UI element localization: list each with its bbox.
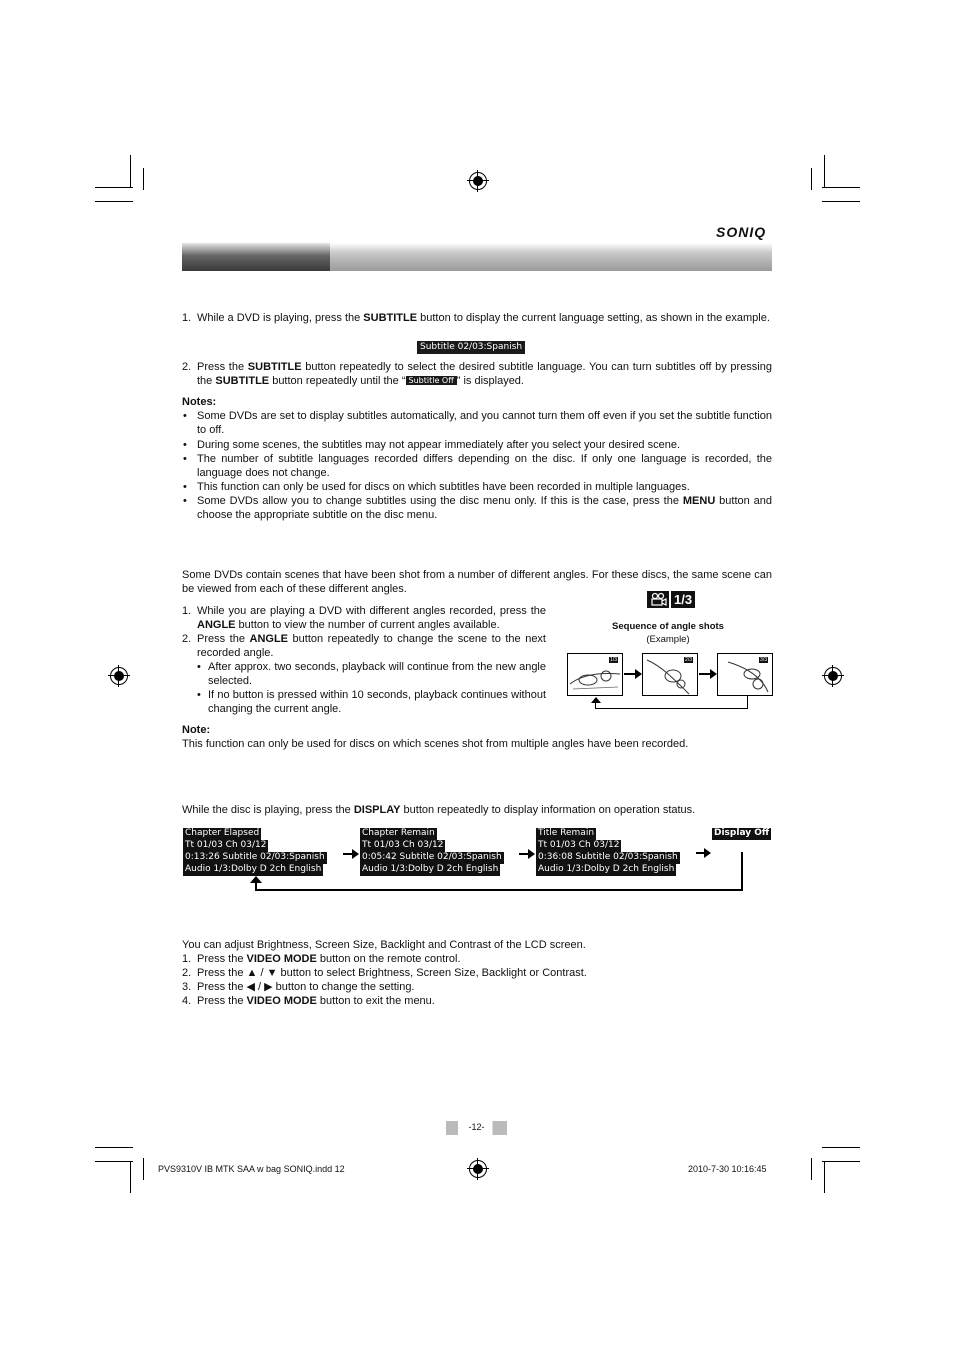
loop-line	[255, 889, 743, 891]
crop-mark	[143, 168, 144, 190]
header-tab	[182, 243, 330, 271]
osd-box-2-line-4: Audio 1/3:Dolby D 2ch English	[362, 864, 499, 874]
crop-mark	[824, 1161, 825, 1193]
crop-mark	[95, 187, 133, 188]
angle-sub-2: If no button is pressed within 10 seconds, playback continues without changing the current angle.	[208, 689, 546, 715]
angle-sub-1: After approx. two seconds, playback will continue from the new angle selected.	[208, 661, 546, 687]
registration-mark-icon	[824, 667, 842, 685]
registration-mark-icon	[469, 172, 487, 190]
registration-mark-icon	[110, 667, 128, 685]
arrow-right-icon	[624, 673, 636, 675]
crop-mark	[822, 187, 860, 188]
subtitle-step-1: While a DVD is playing, press the SUBTITLE button to display the current language setting, as shown in the example.	[197, 312, 770, 324]
osd-display-off: Display Off	[714, 828, 770, 838]
angle-note-title: Note:	[182, 724, 211, 736]
loop-line	[595, 708, 748, 709]
lcd-intro: You can adjust Brightness, Screen Size, Backlight and Contrast of the LCD screen.	[182, 939, 586, 951]
note-item: Some DVDs allow you to change subtitles using the disc menu only. If this is the case, press the MENU button and choose the appropriate subtitle on the disc menu.	[197, 495, 772, 521]
osd-box-2-line-1: Chapter Remain	[362, 828, 435, 838]
angle-intro: Some DVDs contain scenes that have been shot from a number of different angles. For these discs, the same scene can be viewed from each of these different angles.	[182, 569, 772, 595]
angle-thumbnail: 2/3	[642, 653, 698, 696]
bullet: •	[197, 689, 201, 701]
bullet: •	[183, 495, 187, 507]
osd-box-1-line-1: Chapter Elapsed	[185, 828, 260, 838]
crop-mark	[95, 1147, 133, 1148]
note-item: Some DVDs are set to display subtitles automatically, and you cannot turn them off even if you set the subtitle function to off.	[197, 410, 772, 436]
osd-box-1-line-2: Tt 01/03 Ch 03/12	[185, 840, 267, 850]
note-item: During some scenes, the subtitles may not appear immediately after you select your desired scene.	[197, 439, 681, 451]
osd-box-1-line-4: Audio 1/3:Dolby D 2ch English	[185, 864, 322, 874]
crop-mark	[822, 1161, 860, 1162]
list-number: 1.	[182, 605, 192, 617]
seq-title: Sequence of angle shots	[612, 621, 724, 632]
crop-mark	[95, 201, 133, 202]
arrow-right-icon	[699, 673, 711, 675]
subtitle-osd-example: Subtitle 02/03:Spanish	[417, 336, 525, 354]
angle-thumbnail: 3/3	[717, 653, 773, 696]
osd-box-2-line-3: 0:05:42 Subtitle 02/03:Spanish	[362, 852, 502, 862]
angle-step-2: Press the ANGLE button repeatedly to change the scene to the next recorded angle.	[197, 633, 546, 659]
footer-timestamp: 2010-7-30 10:16:45	[688, 1164, 767, 1174]
crop-mark	[130, 1161, 131, 1193]
lcd-step-4: Press the VIDEO MODE button to exit the menu.	[197, 995, 435, 1007]
footer-filename: PVS9310V IB MTK SAA w bag SONIQ.indd 12	[158, 1164, 345, 1174]
bullet: •	[197, 661, 201, 673]
loop-line	[741, 852, 743, 891]
bullet: •	[183, 410, 187, 422]
osd-box-3-line-2: Tt 01/03 Ch 03/12	[538, 840, 620, 850]
note-item: The number of subtitle languages recorded differs depending on the disc. If only one language is recorded, the language does not change.	[197, 453, 772, 479]
crop-mark	[130, 155, 131, 187]
crop-mark	[824, 155, 825, 187]
display-intro: While the disc is playing, press the DISPLAY button repeatedly to display information on operation status.	[182, 804, 696, 816]
crop-mark	[95, 1161, 133, 1162]
lcd-step-1: Press the VIDEO MODE button on the remote control.	[197, 953, 461, 965]
camera-icon	[647, 591, 669, 608]
registration-mark-icon	[469, 1160, 487, 1178]
arrow-up-icon	[250, 876, 262, 883]
osd-box-1-line-3: 0:13:26 Subtitle 02/03:Spanish	[185, 852, 325, 862]
seq-subtitle: (Example)	[646, 634, 690, 645]
arrow-right-icon	[696, 852, 705, 854]
list-number: 1.	[182, 312, 192, 324]
list-number: 2.	[182, 633, 192, 645]
page-number: -12-	[468, 1122, 485, 1132]
angle-thumbnail: 1/3	[567, 653, 623, 696]
arrow-right-icon	[519, 853, 529, 855]
brand-logo: SONIQ	[716, 224, 767, 240]
crop-mark	[811, 168, 812, 190]
crop-mark	[822, 201, 860, 202]
list-number: 1.	[182, 953, 192, 965]
list-number: 2.	[182, 361, 192, 373]
angle-note-text: This function can only be used for discs on which scenes shot from multiple angles have been recorded.	[182, 738, 689, 750]
crop-mark	[811, 1158, 812, 1180]
osd-box-3-line-3: 0:36:08 Subtitle 02/03:Spanish	[538, 852, 678, 862]
loop-line	[747, 695, 748, 709]
list-number: 4.	[182, 995, 192, 1007]
osd-box-2-line-2: Tt 01/03 Ch 03/12	[362, 840, 444, 850]
angle-step-1: While you are playing a DVD with different angles recorded, press the ANGLE button to view the number of current angles available.	[197, 605, 546, 631]
osd-box-3-line-4: Audio 1/3:Dolby D 2ch English	[538, 864, 675, 874]
lcd-step-2: Press the ▲ / ▼ button to select Brightness, Screen Size, Backlight or Contrast.	[197, 967, 587, 979]
crop-mark	[822, 1147, 860, 1148]
bullet: •	[183, 453, 187, 465]
bullet: •	[183, 439, 187, 451]
angle-indicator: 1/3	[647, 591, 695, 608]
notes-title: Notes:	[182, 396, 217, 408]
arrow-up-icon	[591, 697, 601, 703]
subtitle-step-2: Press the SUBTITLE button repeatedly to select the desired subtitle language. You can turn subtitles off by pressing the SUBTITLE button repeatedly until the “ Subtitle Off ” is displayed.	[197, 361, 772, 387]
list-number: 2.	[182, 967, 192, 979]
osd-box-3-line-1: Title Remain	[538, 828, 595, 838]
crop-mark	[143, 1158, 144, 1180]
lcd-step-3: Press the ◀ / ▶ button to change the setting.	[197, 981, 415, 993]
arrow-right-icon	[343, 853, 353, 855]
bullet: •	[183, 481, 187, 493]
note-item: This function can only be used for discs on which subtitles have been recorded in multiple languages.	[197, 481, 690, 493]
list-number: 3.	[182, 981, 192, 993]
